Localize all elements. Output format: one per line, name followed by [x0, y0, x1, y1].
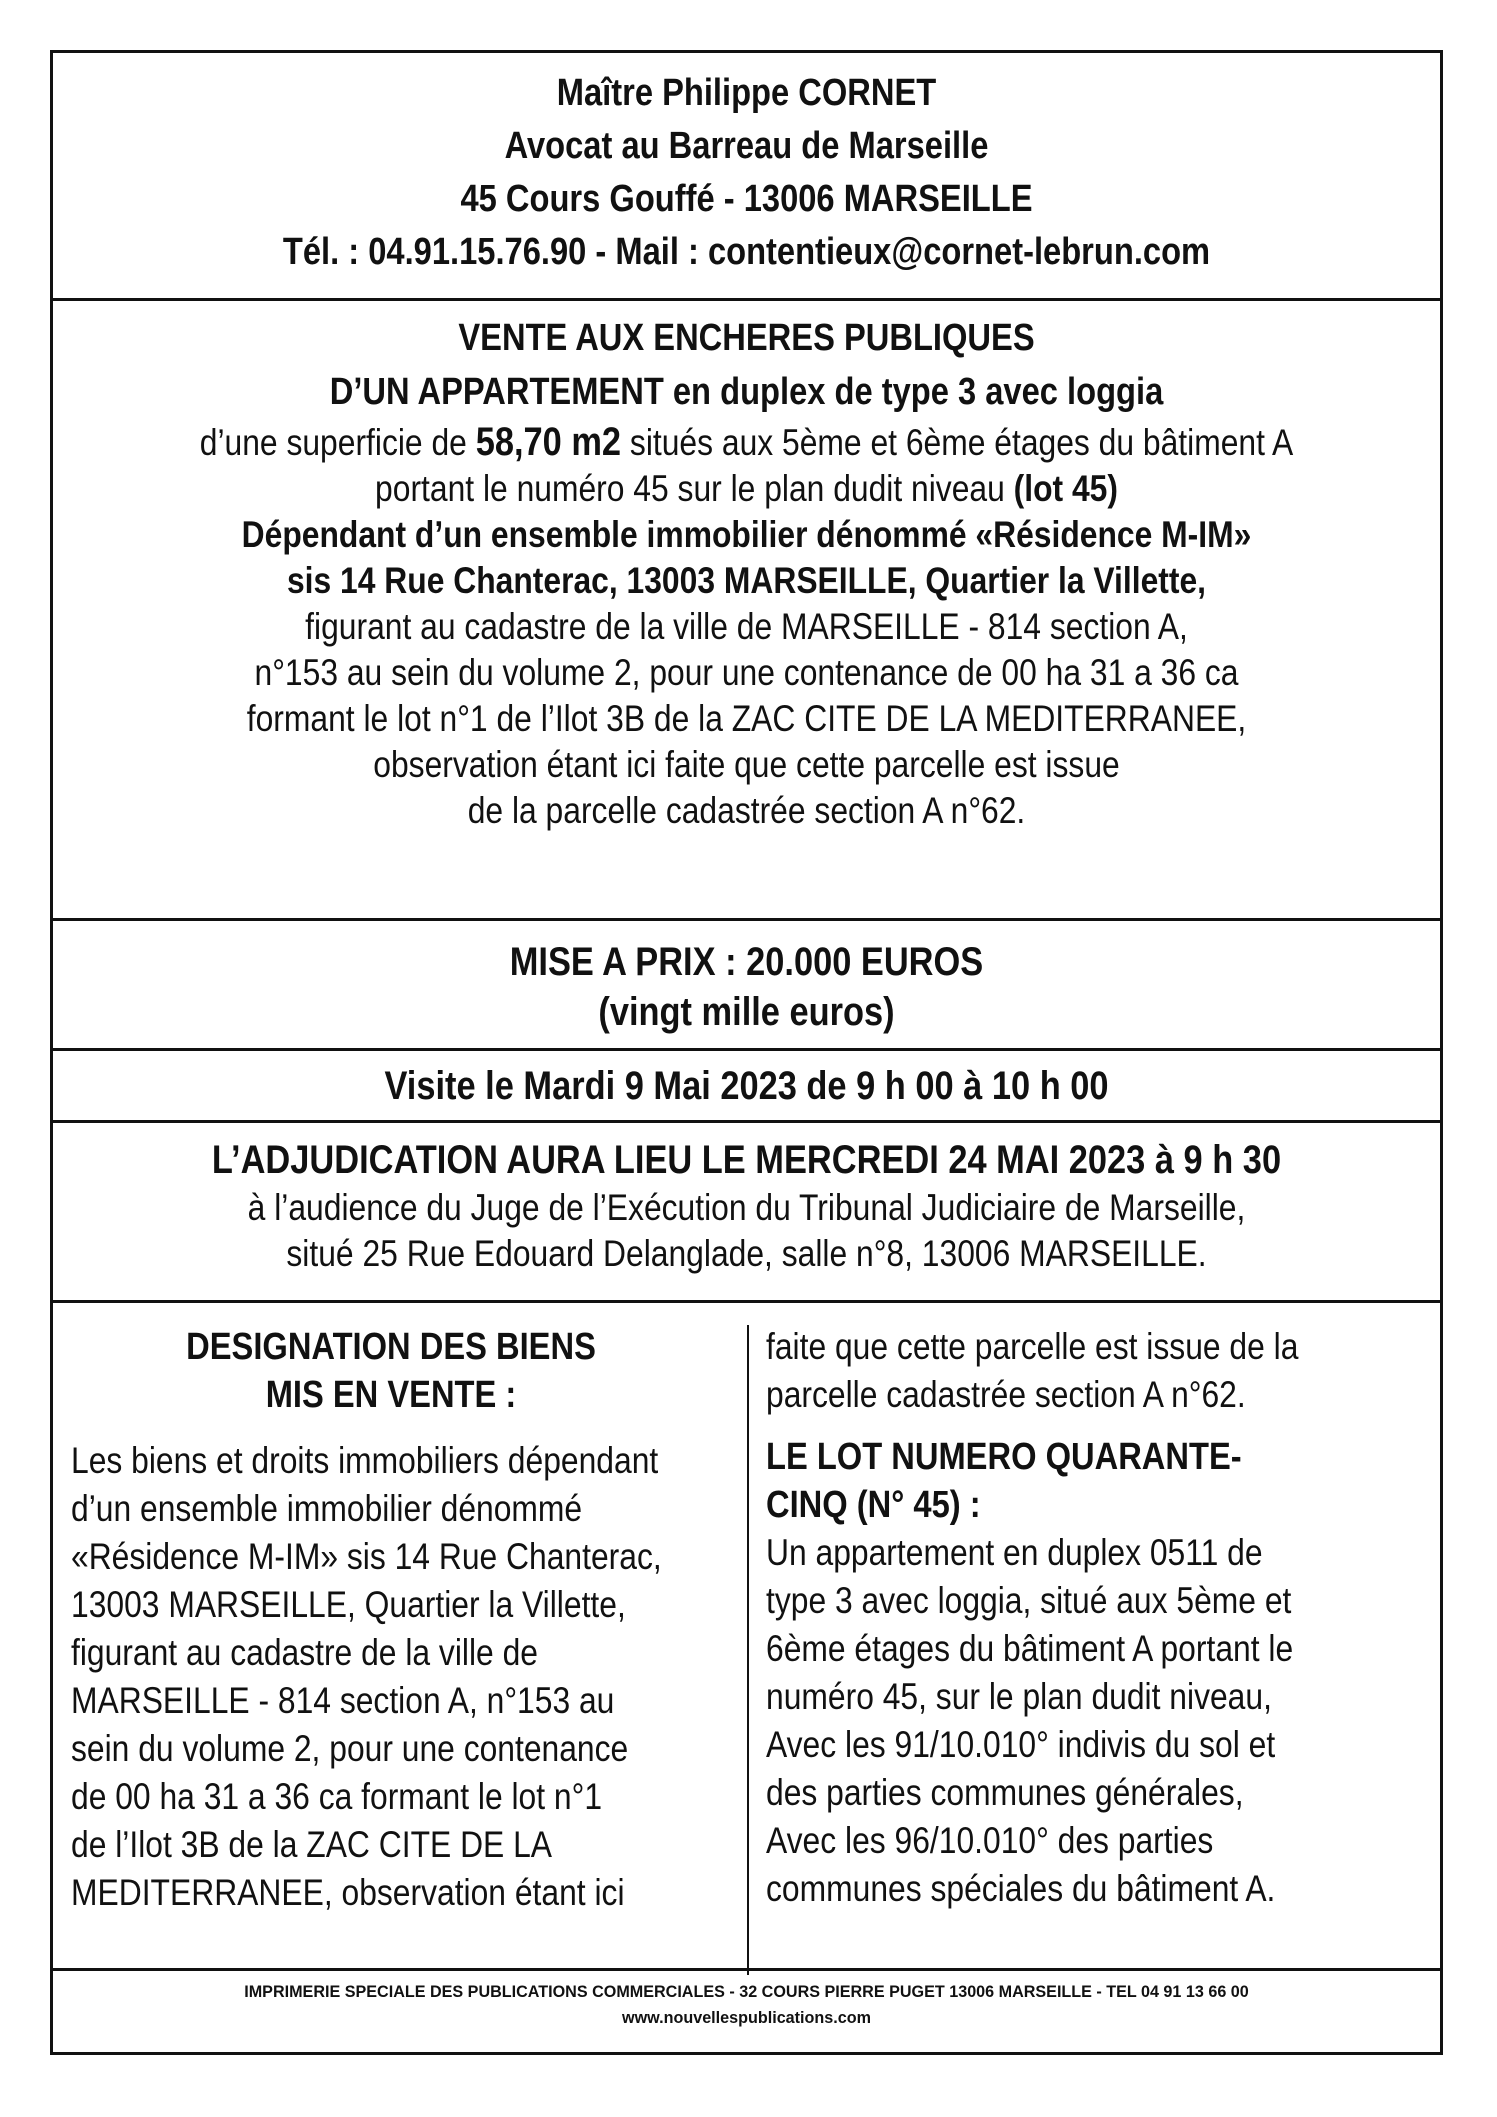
sale-lot: (lot 45) [1013, 468, 1118, 509]
notice-frame [50, 50, 1443, 2055]
lot-line: Avec les 91/10.010° indivis du sol et [766, 1724, 1276, 1765]
price-words: (vingt mille euros) [598, 990, 895, 1034]
sale-line-2 [150, 466, 1343, 512]
designation-left-line: MEDITERRANEE, observation étant ici [71, 1872, 625, 1913]
sale-surface: 58,70 m2 [475, 420, 622, 464]
lot-line: des parties communes générales, [766, 1772, 1244, 1813]
designation-right-top-line: faite que cette parcelle est issue de la [766, 1326, 1299, 1367]
lot-line: communes spéciales du bâtiment A. [766, 1868, 1276, 1909]
sale-line-9: de la parcelle cadastrée section A n°62. [467, 790, 1026, 831]
adjudication-line-2: situé 25 Rue Edouard Delanglade, salle n°8, 13006 MARSEILLE. [286, 1233, 1207, 1274]
lot-line: 6ème étages du bâtiment A portant le [766, 1628, 1294, 1669]
sale-line-1-pre: d’une superficie de [199, 422, 476, 463]
sale-block [53, 301, 1440, 921]
sale-subject [150, 365, 1343, 419]
sale-line-3: Dépendant d’un ensemble immobilier dénommé «Résidence M-IM» [241, 514, 1252, 555]
lawyer-title: Avocat au Barreau de Marseille [504, 125, 989, 167]
adjudication-heading: L’ADJUDICATION AURA LIEU LE MERCREDI 24 MAI 2023 à 9 h 30 [211, 1138, 1282, 1182]
designation-right-column [766, 1323, 1406, 1913]
column-divider [747, 1325, 749, 1975]
designation-left-line: de 00 ha 31 a 36 ca formant le lot n°1 [71, 1776, 603, 1817]
sale-line-1 [150, 419, 1343, 466]
visit-text: Visite le Mardi 9 Mai 2023 de 9 h 00 à 10 h 00 [384, 1064, 1109, 1108]
lot-heading-1: LE LOT NUMERO QUARANTE- [766, 1436, 1242, 1478]
lot-line: Avec les 96/10.010° des parties [766, 1820, 1214, 1861]
designation-left-line: sein du volume 2, pour une contenance [71, 1728, 629, 1769]
designation-left-line: d’un ensemble immobilier dénommé [71, 1488, 583, 1529]
designation-heading-2: MIS EN VENTE : [265, 1374, 517, 1416]
lawyer-name: Maître Philippe CORNET [556, 72, 937, 114]
designation-left-column [71, 1323, 711, 1917]
designation-heading-1: DESIGNATION DES BIENS [186, 1326, 596, 1368]
designation-left-line: MARSEILLE - 814 section A, n°153 au [71, 1680, 615, 1721]
designation-right-top-line: parcelle cadastrée section A n°62. [766, 1374, 1246, 1415]
adjudication-line-1: à l’audience du Juge de l’Exécution du Tribunal Judiciaire de Marseille, [247, 1187, 1246, 1228]
price-amount: MISE A PRIX : 20.000 EUROS [509, 940, 984, 984]
lot-line: type 3 avec loggia, situé aux 5ème et [766, 1580, 1292, 1621]
visit-block [53, 1051, 1440, 1123]
footer-website: www.nouvellespublications.com [622, 2008, 871, 2027]
designation-left-line: «Résidence M-IM» sis 14 Rue Chanterac, [71, 1536, 662, 1577]
lawyer-block [53, 53, 1440, 301]
designation-left-line: 13003 MARSEILLE, Quartier la Villette, [71, 1584, 626, 1625]
sale-line-1-post: situés aux 5ème et 6ème étages du bâtiment A [621, 422, 1294, 463]
lawyer-address: 45 Cours Gouffé - 13006 MARSEILLE [460, 178, 1033, 220]
designation-left-line: de l’Ilot 3B de la ZAC CITE DE LA [71, 1824, 553, 1865]
sale-line-8: observation étant ici faite que cette parcelle est issue [373, 744, 1120, 785]
sale-line-6: n°153 au sein du volume 2, pour une contenance de 00 ha 31 a 36 ca [254, 652, 1239, 693]
sale-subject-bold: D’UN APPARTEMENT [329, 371, 664, 413]
designation-block [53, 1303, 1440, 1971]
adjudication-block [53, 1123, 1440, 1303]
sale-heading: VENTE AUX ENCHERES PUBLIQUES [458, 317, 1035, 359]
sale-line-2-pre: portant le numéro 45 sur le plan dudit niveau [375, 468, 1014, 509]
footer-printer: IMPRIMERIE SPECIALE DES PUBLICATIONS COMMERCIALES - 32 COURS PIERRE PUGET 13006 MARSEILLE - TEL 04 91 13 66 00 [244, 1982, 1249, 2001]
footer [53, 1971, 1440, 2055]
lawyer-contact: Tél. : 04.91.15.76.90 - Mail : contentieux@cornet-lebrun.com [282, 231, 1211, 273]
sale-line-4: sis 14 Rue Chanterac, 13003 MARSEILLE, Quartier la Villette, [286, 560, 1207, 601]
lot-line: numéro 45, sur le plan dudit niveau, [766, 1676, 1272, 1717]
sale-line-5: figurant au cadastre de la ville de MARSEILLE - 814 section A, [305, 606, 1188, 647]
price-block [53, 921, 1440, 1051]
sale-subject-rest: en duplex de type 3 avec loggia [663, 371, 1164, 413]
designation-left-line: Les biens et droits immobiliers dépendant [71, 1440, 659, 1481]
designation-left-line: figurant au cadastre de la ville de [71, 1632, 538, 1673]
lot-heading-2: CINQ (N° 45) : [766, 1484, 981, 1526]
lot-line: Un appartement en duplex 0511 de [766, 1532, 1263, 1573]
sale-line-7: formant le lot n°1 de l’Ilot 3B de la ZAC CITE DE LA MEDITERRANEE, [246, 698, 1247, 739]
